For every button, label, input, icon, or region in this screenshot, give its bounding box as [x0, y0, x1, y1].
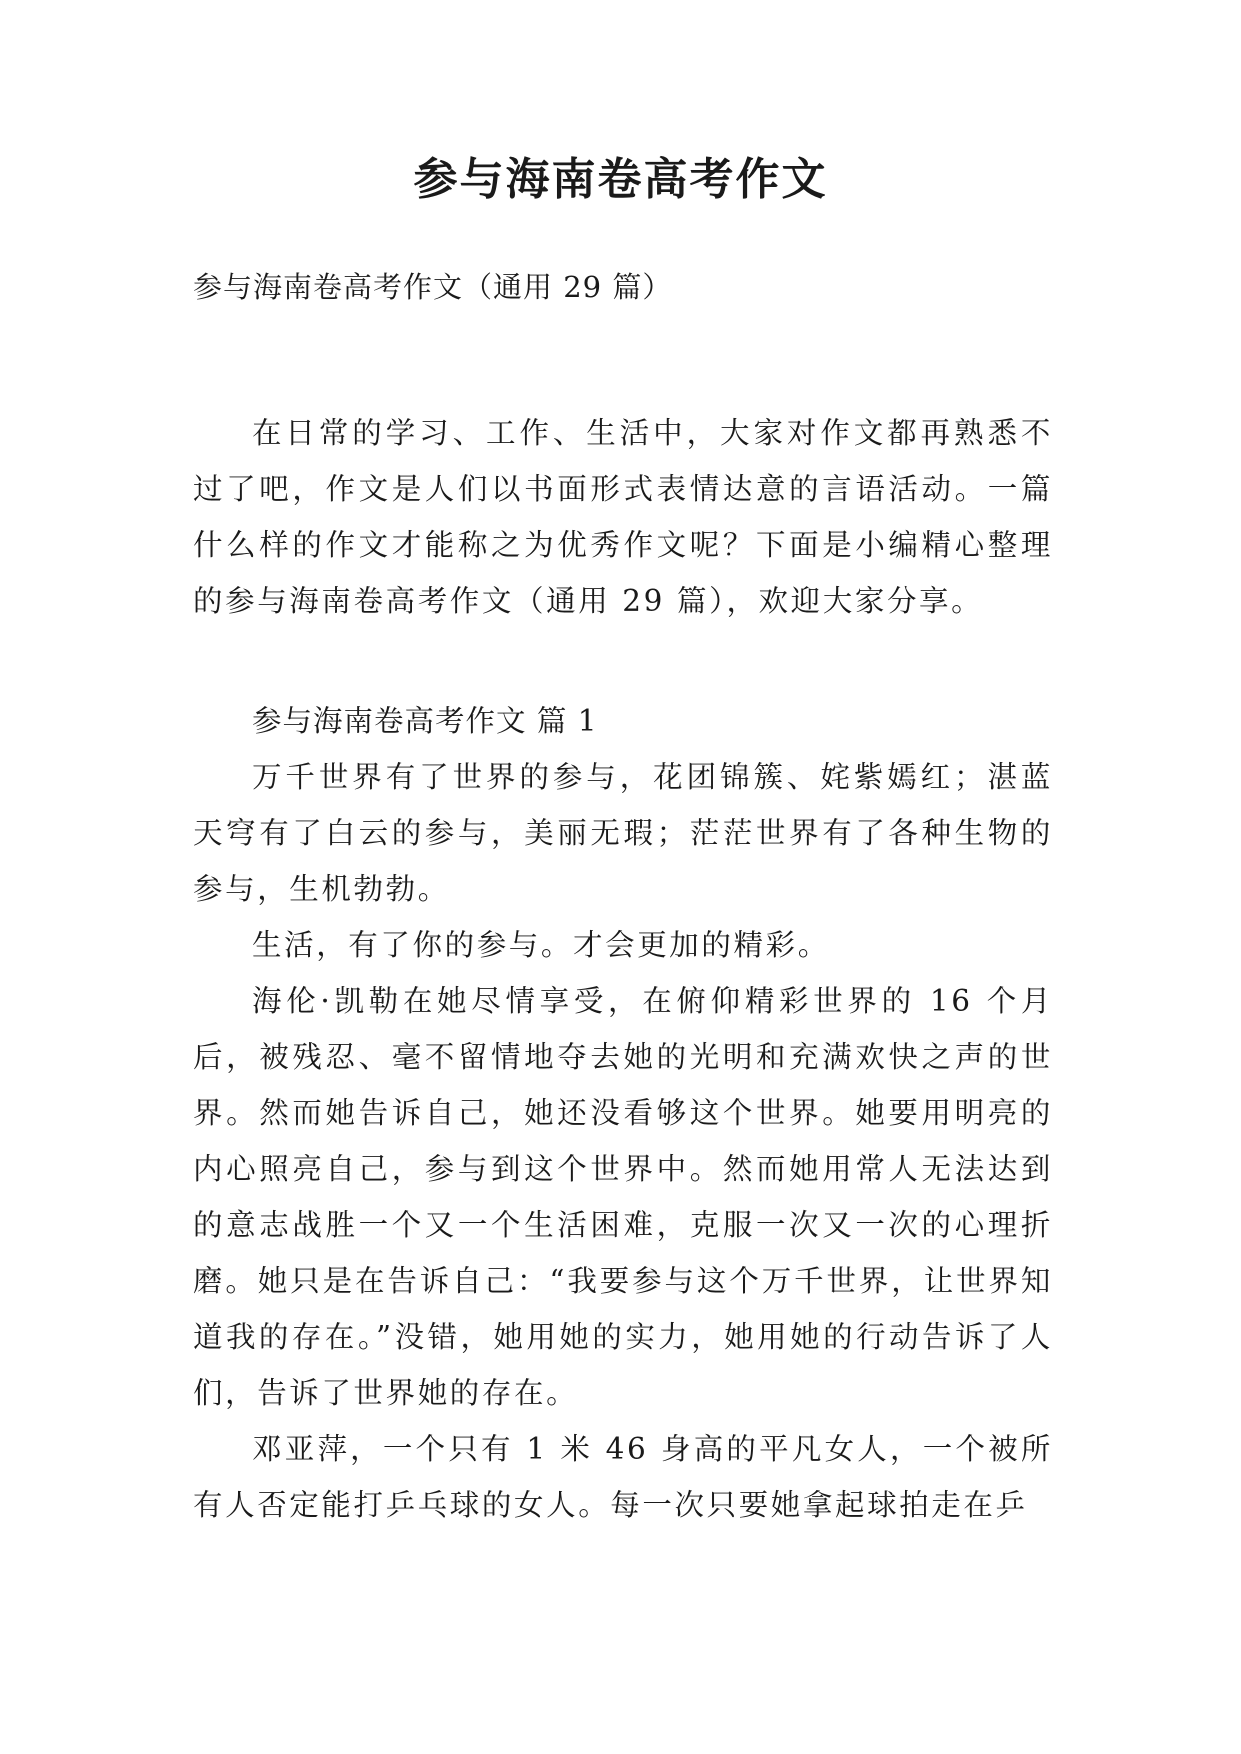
body-paragraph: 生活，有了你的参与。才会更加的精彩。	[252, 928, 830, 962]
body-paragraph: 海伦·凯勒在她尽情享受，在俯仰精彩世界的 16 个月后，被残忍、毫不留情地夺去她的光明和充满欢快之声的世界。然而她告诉自己，她还没看够这个世界。她要用明亮的内心照亮自己，参与到这个世界中。然而她用常人无法达到的意志战胜一个又一个生活困难，克服一次又一次的心理折磨。她只是在告诉自己：“我要参与这个万千世界，让世界知道我的存在。”没错，她用她的实力，她用她的行动告诉了人们，告诉了世界她的存在。	[193, 984, 1053, 1410]
body-paragraph: 邓亚萍，一个只有 1 米 46 身高的平凡女人，一个被所有人否定能打乒乓球的女人。每一次只要她拿起球拍走在乒	[193, 1432, 1053, 1522]
body-paragraph: 万千世界有了世界的参与，花团锦簇、姹紫嫣红；湛蓝天穹有了白云的参与，美丽无瑕；茫茫世界有了各种生物的参与，生机勃勃。	[193, 760, 1053, 906]
document-title: 参与海南卷高考作文	[413, 154, 828, 205]
section-heading: 参与海南卷高考作文 篇 1	[252, 704, 598, 738]
intro-paragraph: 在日常的学习、工作、生活中，大家对作文都再熟悉不过了吧，作文是人们以书面形式表情达意的言语活动。一篇什么样的作文才能称之为优秀作文呢？下面是小编精心整理的参与海南卷高考作文（通用 29 篇），欢迎大家分享。	[193, 416, 1053, 618]
document-subtitle: 参与海南卷高考作文（通用 29 篇）	[193, 270, 673, 304]
document-body	[193, 405, 1053, 1533]
